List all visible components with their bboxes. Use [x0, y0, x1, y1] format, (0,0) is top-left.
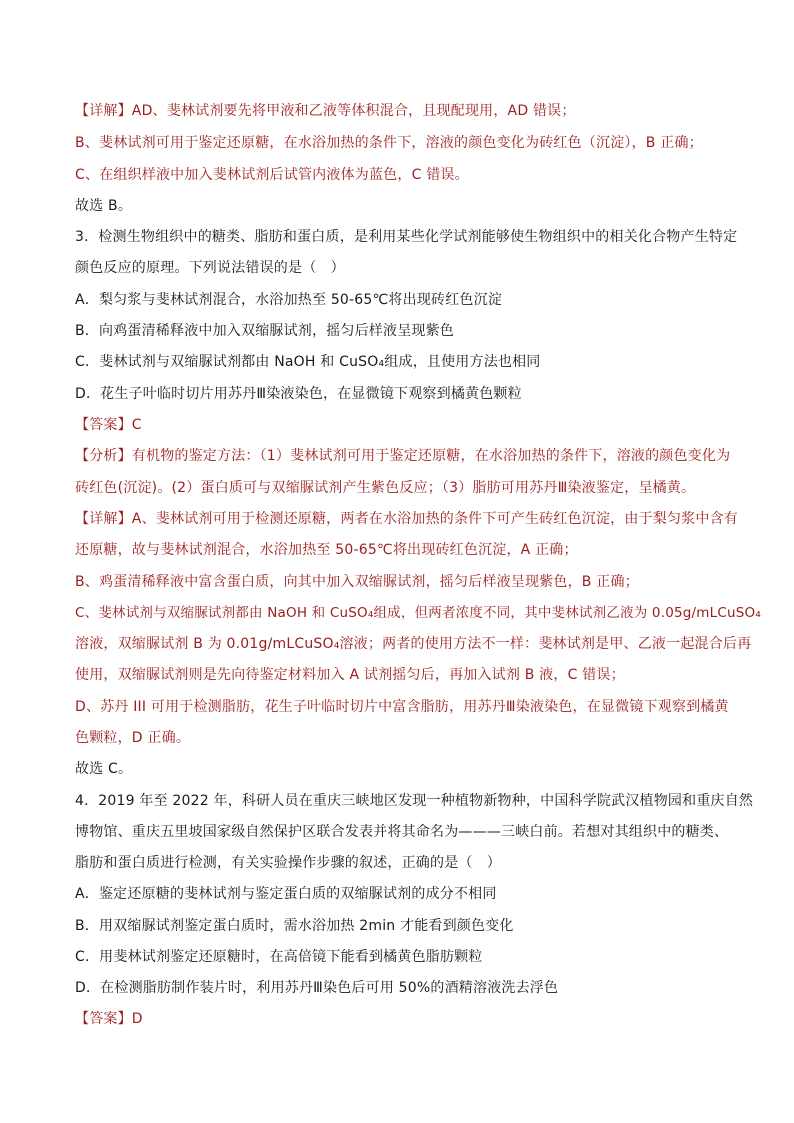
question-3-option-a: A．梨匀浆与斐林试剂混合，水浴加热至 50-65℃将出现砖红色沉淀 — [75, 292, 503, 308]
question-4-option-a: A．鉴定还原糖的斐林试剂与鉴定蛋白质的双缩脲试剂的成分不相同 — [75, 886, 497, 902]
question-4-stem: 脂肪和蛋白质进行检测，有关实验操作步骤的叙述，正确的是（ ） — [75, 855, 501, 871]
question-4-stem: 4．2019 年至 2022 年，科研人员在重庆三峡地区发现一种植物新物种，中国科学院武汉植物园和重庆自然 — [75, 793, 754, 809]
analysis-line: 砖红色(沉淀)。(2）蛋白质可与双缩脲试剂产生紫色反应；（3）脂肪可用苏丹Ⅲ染液鉴定，呈橘黄。 — [75, 480, 696, 496]
explanation-line: 【详解】AD、斐林试剂要先将甲液和乙液等体积混合，且现配现用，AD 错误； — [75, 103, 576, 119]
question-3-stem: 3．检测生物组织中的糖类、脂肪和蛋白质，是利用某些化学试剂能够使生物组织中的相关化合物产生特定 — [75, 229, 738, 245]
explanation-line: 色颗粒，D 正确。 — [75, 730, 191, 746]
explanation-line: 溶液，双缩脲试剂 B 为 0.01g/mLCuSO₄溶液；两者的使用方法不一样：斐林试剂是甲、乙液一起混合后再 — [75, 636, 752, 652]
explanation-line: C、斐林试剂与双缩脲试剂都由 NaOH 和 CuSO₄组成，但两者浓度不同，其中斐林试剂乙液为 0.05g/mLCuSO₄ — [75, 605, 761, 621]
answer-line: 【答案】D — [75, 1011, 143, 1027]
explanation-line: B、鸡蛋清稀释液中富含蛋白质，向其中加入双缩脲试剂，摇匀后样液呈现紫色，B 正确； — [75, 574, 639, 590]
answer-line: 【答案】C — [75, 417, 142, 433]
conclusion-line: 故选 B。 — [75, 198, 133, 214]
explanation-line: D、苏丹 III 可用于检测脂肪，花生子叶临时切片中富含脂肪，用苏丹Ⅲ染液染色，在显微镜下观察到橘黄 — [75, 699, 729, 715]
question-4-stem: 博物馆、重庆五里坡国家级自然保护区联合发表并将其命名为———三峡白前。若想对其组织中的糖类、 — [75, 824, 729, 840]
question-3-stem: 颜色反应的原理。下列说法错误的是（ ） — [75, 260, 345, 276]
explanation-line: B、斐林试剂可用于鉴定还原糖，在水浴加热的条件下，溶液的颜色变化为砖红色（沉淀），B 正确； — [75, 135, 703, 151]
explanation-line: 【详解】A、斐林试剂可用于检测还原糖，两者在水浴加热的条件下可产生砖红色沉淀，由于梨匀浆中含有 — [75, 511, 738, 527]
analysis-line: 【分析】有机物的鉴定方法：（1）斐林试剂可用于鉴定还原糖，在水浴加热的条件下，溶液的颜色变化为 — [75, 448, 731, 464]
question-4-option-b: B．用双缩脲试剂鉴定蛋白质时，需水浴加热 2min 才能看到颜色变化 — [75, 918, 514, 934]
explanation-line: 还原糖，故与斐林试剂混合，水浴加热至 50-65℃将出现砖红色沉淀，A 正确； — [75, 542, 578, 558]
question-3-option-b: B．向鸡蛋清稀释液中加入双缩脲试剂，摇匀后样液呈现紫色 — [75, 323, 455, 339]
question-3-option-d: D．花生子叶临时切片用苏丹Ⅲ染液染色，在显微镜下观察到橘黄色颗粒 — [75, 386, 522, 402]
question-4-option-d: D．在检测脂肪制作装片时，利用苏丹Ⅲ染色后可用 50%的酒精溶液洗去浮色 — [75, 980, 559, 996]
explanation-line: 使用，双缩脲试剂则是先向待鉴定材料加入 A 试剂摇匀后，再加入试剂 B 液，C 错误； — [75, 667, 625, 683]
question-4-option-c: C．用斐林试剂鉴定还原糖时，在高倍镜下能看到橘黄色脂肪颗粒 — [75, 949, 483, 965]
question-3-option-c: C．斐林试剂与双缩脲试剂都由 NaOH 和 CuSO₄组成，且使用方法也相同 — [75, 354, 541, 370]
explanation-line: C、在组织样液中加入斐林试剂后试管内液体为蓝色，C 错误。 — [75, 167, 469, 183]
conclusion-line: 故选 C。 — [75, 761, 133, 777]
